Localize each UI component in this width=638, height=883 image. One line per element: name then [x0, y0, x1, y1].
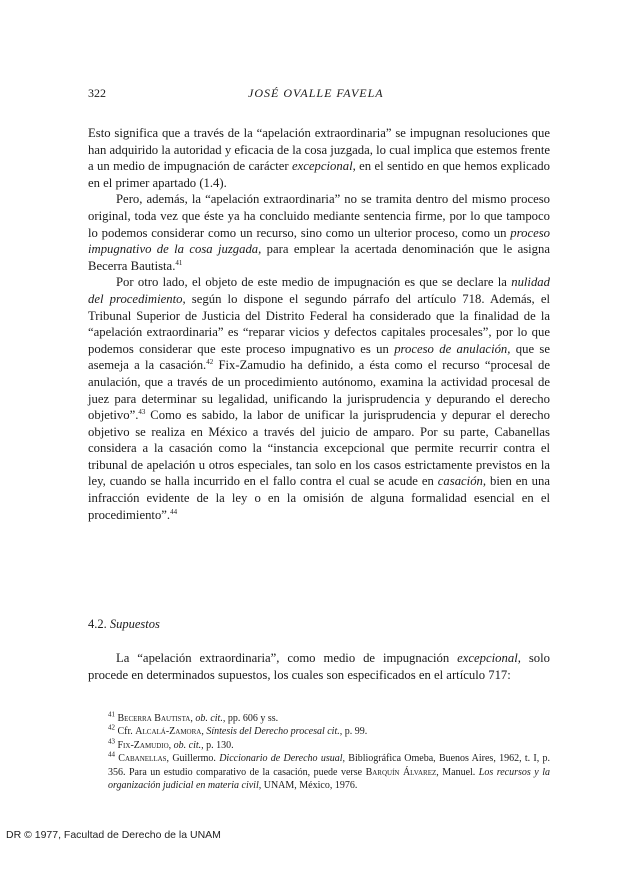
- section-heading: [88, 617, 160, 632]
- footnote-ref-43: 43: [138, 407, 146, 416]
- section-body: [88, 650, 550, 683]
- main-text: [88, 125, 550, 523]
- footnote-41: $^{41}$ Becerra Bautista, ob. cit., pp. 606 y ss.: [108, 710, 279, 724]
- footnote-42: $^{42}$ Cfr. Alcalá-Zamora, Síntesis del Derecho procesal cit., p. 99.: [108, 724, 368, 738]
- footnote-44: $^{44}$ Cabanellas, Guillermo. Diccionario de Derecho usual, Bibliográfica Omeba, Buenos Aires, 1962, t. I, p. 356. Para un estudio comparativo de la casación, puede verse Barquín Álvarez, Manuel. Los recursos y la organización judicial en materia civil, UNAM, México, 1976.: [108, 750, 550, 792]
- section-paragraph: La “apelación extraordinaria”, como medio de impugnación excepcional, solo procede en determinados supuestos, los cuales son especificados en el artículo 717:: [88, 651, 550, 682]
- section-number: 4.2.: [88, 617, 107, 631]
- copyright-footer: DR © 1977, Facultad de Derecho de la UNAM: [6, 829, 221, 841]
- page-header: [88, 86, 550, 102]
- paragraph-2: Pero, además, la “apelación extraordinaria” no se tramita dentro del mismo proceso original, toda vez que éste ya ha concluido mediante sentencia firme, por lo que tampoco lo podemos considerar como un recurso, sino como un ulterior proceso, como un proceso impugnativo de la cosa juzgada, para emplear la acertada denominación que le asigna Becerra Bautista.$^{41}$: [88, 192, 551, 273]
- footnote-ref-44: 44: [170, 507, 178, 516]
- paragraph-3: Por otro lado, el objeto de este medio de impugnación es que se declare la nulidad del procedimiento, según lo dispone el segundo párrafo del artículo 718. Además, el Tribunal Superior de Justicia del Distrito Federal ha considerado que la finalidad de la “apelación extraordinaria” es “reparar vicios y defectos capitales procesales”, por lo que podemos considerar que este proceso impugnativo es un proceso de anulación, que se asemeja a la casación.$^{42}$ Fix-Zamudio ha definido, a ésta como el recurso “procesal de anulación, que a través de un procedimiento autónomo, examina la actividad procesal de juez para determinar su legalidad, unificando la jurisprudencia y depurando el derecho objetivo”.$^{43}$ Como es sabido, la labor de unificar la jurisprudencia y depurar el derecho objetivo se realiza en México a través del juicio de amparo. Por su parte, Cabanellas considera a la casación como la “instancia excepcional que permite recurrir contra el tribunal de apelación u otros especiales, tan solo en los casos estrictamente previstos en la ley, cuando se halla incurrido en el fallo contra el cual se acude en casación, bien en una infracción evidente de la ley o en la omisión de alguna formalidad esencial en el procedimiento”.$^{44}$: [88, 275, 551, 522]
- running-head: JOSÉ OVALLE FAVELA: [248, 86, 384, 100]
- footnote-43: $^{43}$ Fix-Zamudio, ob. cit., p. 130.: [108, 737, 234, 751]
- footnotes: [108, 712, 550, 792]
- footnote-ref-41: 41: [175, 258, 183, 267]
- footnote-ref-42: 42: [206, 358, 214, 367]
- paragraph-1: Esto significa que a través de la “apelación extraordinaria” se impugnan resoluciones que han adquirido la autoridad y eficacia de la cosa juzgada, lo cual implica que estemos frente a un medio de impugnación de carácter excepcional, en el sentido en que hemos explicado en el primer apartado (1.4).: [88, 126, 550, 190]
- page-number: 322: [88, 86, 106, 100]
- section-title: Supuestos: [109, 617, 160, 631]
